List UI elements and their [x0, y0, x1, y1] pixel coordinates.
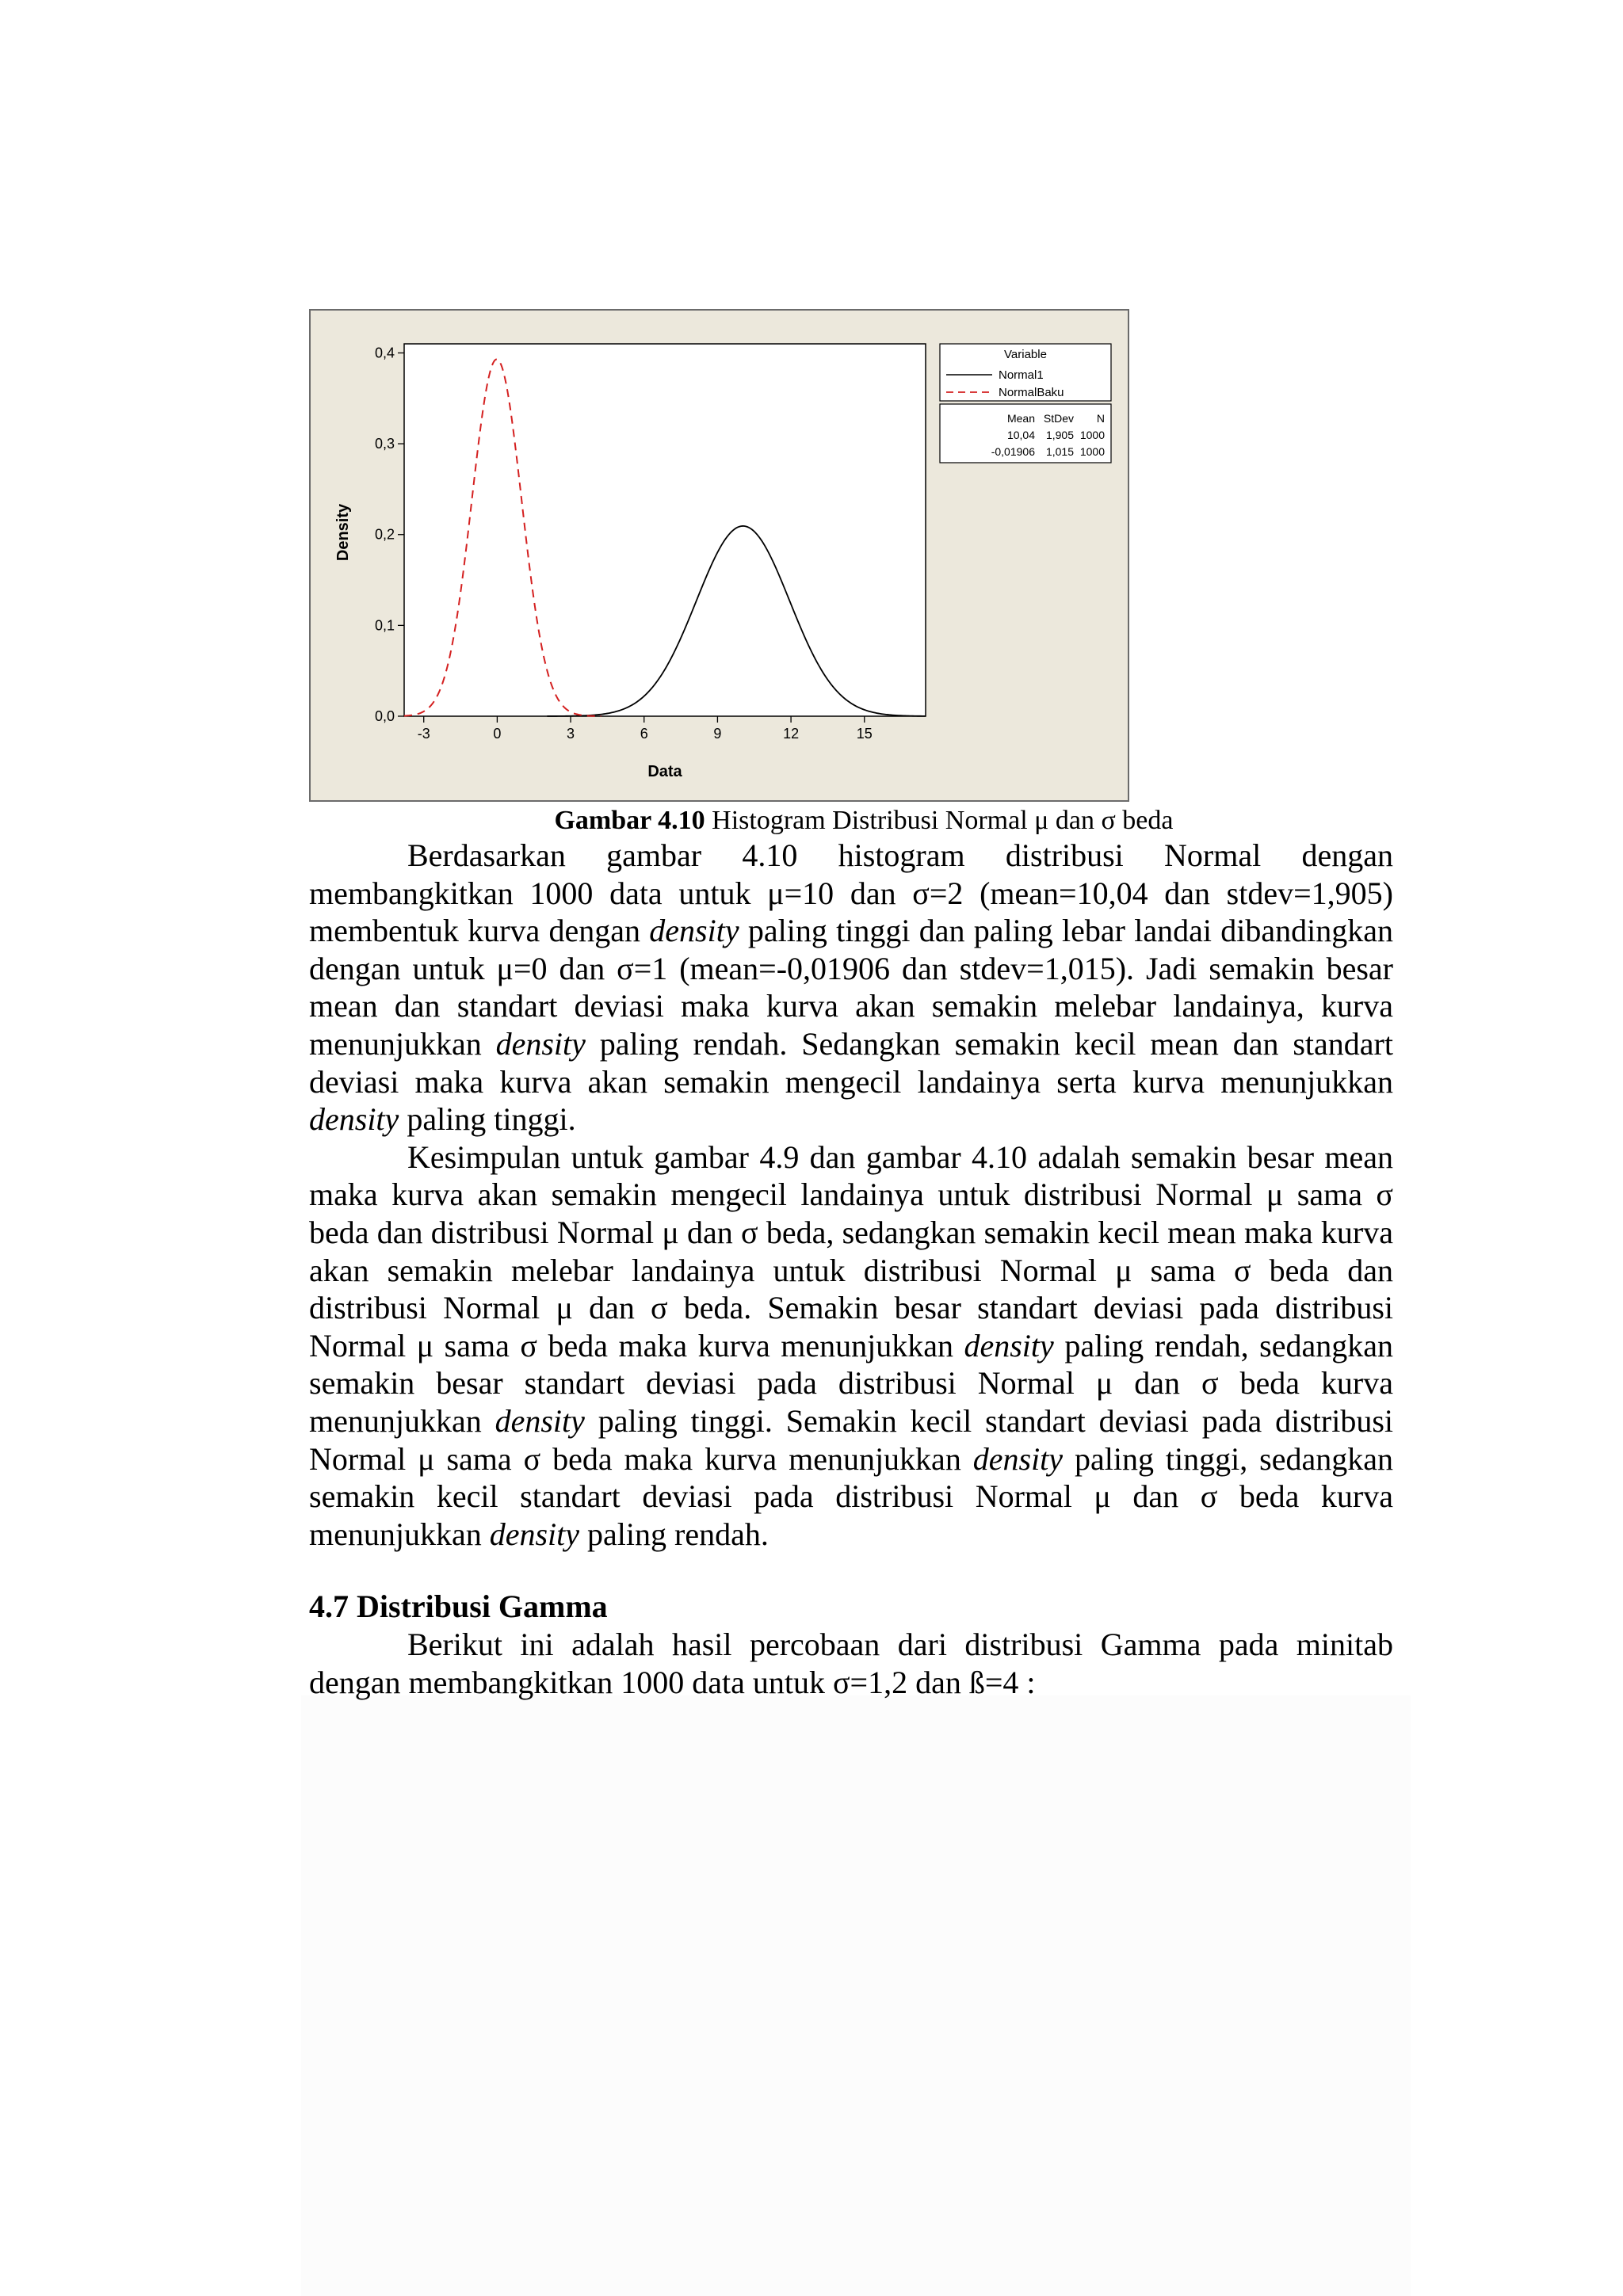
stats-header-mean: Mean — [1006, 412, 1035, 425]
p1-text-d: paling tinggi. — [399, 1101, 576, 1138]
section-heading: 4.7 Distribusi Gamma — [309, 1589, 608, 1624]
x-tick-label: 3 — [567, 726, 575, 742]
y-tick-label: 0,2 — [374, 526, 395, 543]
p2-text-d: paling tinggi, sedangkan semakin kecil standart deviasi pada distribusi Normal μ dan σ beda kurva menunjukkan — [309, 1440, 1393, 1552]
p2-italic-density-1: density — [964, 1327, 1054, 1363]
x-tick-label: 6 — [640, 726, 648, 742]
density-chart — [311, 311, 1128, 800]
x-axis-label: Data — [647, 763, 682, 780]
figure-caption — [309, 805, 1419, 837]
stats-row1-stdev: 1,905 — [1045, 429, 1074, 441]
y-axis — [375, 345, 404, 724]
stats-header-stdev: StDev — [1043, 412, 1074, 425]
x-tick-label: 0 — [493, 726, 502, 742]
p2-text-a: Kesimpulan untuk gambar 4.9 dan gambar 4.10 adalah semakin besar mean maka kurva akan semakin mengecil landainya untuk distribusi Normal μ sama σ beda dan distribusi Normal μ dan σ beda, sedangkan semakin kecil mean maka kurva akan semakin melebar landainya untuk distribusi Normal μ sama σ beda dan distribusi Normal μ dan σ beda. Semakin besar standart deviasi pada distribusi Normal μ sama σ beda maka kurva menunjukkan — [309, 1138, 1393, 1363]
legend — [940, 344, 1111, 463]
figure-caption-text: Histogram Distribusi Normal μ dan σ beda — [705, 806, 1174, 835]
figure-normal-density-chart — [309, 309, 1129, 802]
stats-row1-n: 1000 — [1079, 429, 1105, 441]
y-axis-label: Density — [334, 503, 352, 562]
section-body — [309, 1626, 1393, 1701]
legend-entry-normal1: Normal1 — [999, 368, 1044, 382]
p1-text-a: Berdasarkan gambar 4.10 histogram distribusi Normal dengan membangkitkan 1000 data untuk μ=10 dan σ=2 (mean=10,04 dan stdev=1,905) membentuk kurva dengan — [309, 837, 1393, 949]
y-tick-label: 0,3 — [374, 436, 395, 452]
x-axis — [418, 716, 873, 742]
p2-italic-density-4: density — [489, 1516, 580, 1552]
y-tick-label: 0,0 — [374, 708, 395, 724]
y-tick-label: 0,4 — [374, 345, 395, 361]
figure-caption-label: Gambar 4.10 — [554, 806, 705, 835]
stats-row2-n: 1000 — [1079, 445, 1105, 458]
p2-text-c: paling tinggi. Semakin kecil standart deviasi pada distribusi Normal μ sama σ beda maka kurva menunjukkan — [309, 1402, 1393, 1477]
p2-italic-density-2: density — [495, 1402, 585, 1439]
x-tick-label: 12 — [783, 726, 800, 742]
y-tick-label: 0,1 — [374, 617, 395, 634]
p1-italic-density-2: density — [495, 1025, 586, 1062]
x-tick-label: -3 — [417, 726, 430, 742]
body-text — [309, 837, 1393, 1553]
plot-area — [404, 344, 926, 716]
p1-text-b: paling tinggi dan paling lebar landai dibandingkan dengan untuk μ=0 dan σ=1 (mean=-0,01906 dan stdev=1,015). Jadi semakin besar mean dan standart deviasi maka kurva akan semakin melebar landainya, kurva menunjukkan — [309, 913, 1393, 1062]
paragraph-1 — [309, 837, 1393, 1138]
p1-italic-density-3: density — [309, 1101, 399, 1138]
paragraph-3: Berikut ini adalah hasil percobaan dari distribusi Gamma pada minitab dengan membangkitkan 1000 data untuk σ=1,2 dan ß=4 : — [309, 1627, 1393, 1700]
x-tick-label: 9 — [713, 726, 722, 742]
p1-italic-density-1: density — [649, 913, 739, 949]
legend-title: Variable — [1004, 348, 1047, 361]
stats-row1-mean: 10,04 — [1006, 429, 1035, 441]
stats-row2-mean: -0,01906 — [991, 445, 1035, 458]
p2-text-b: paling rendah, sedangkan semakin besar standart deviasi pada distribusi Normal μ dan σ beda kurva menunjukkan — [309, 1327, 1393, 1439]
p2-text-e: paling rendah. — [579, 1516, 769, 1552]
stats-row2-stdev: 1,015 — [1045, 445, 1074, 458]
stats-header-n: N — [1096, 412, 1105, 425]
p1-text-c: paling rendah. Sedangkan semakin kecil mean dan standart deviasi maka kurva akan semakin mengecil landainya serta kurva menunjukkan — [309, 1025, 1393, 1100]
page-lower-shade — [301, 1695, 1411, 2296]
legend-entry-normalbaku: NormalBaku — [999, 386, 1064, 399]
paragraph-2 — [309, 1138, 1393, 1554]
x-tick-label: 15 — [856, 726, 873, 742]
p2-italic-density-3: density — [972, 1440, 1064, 1477]
